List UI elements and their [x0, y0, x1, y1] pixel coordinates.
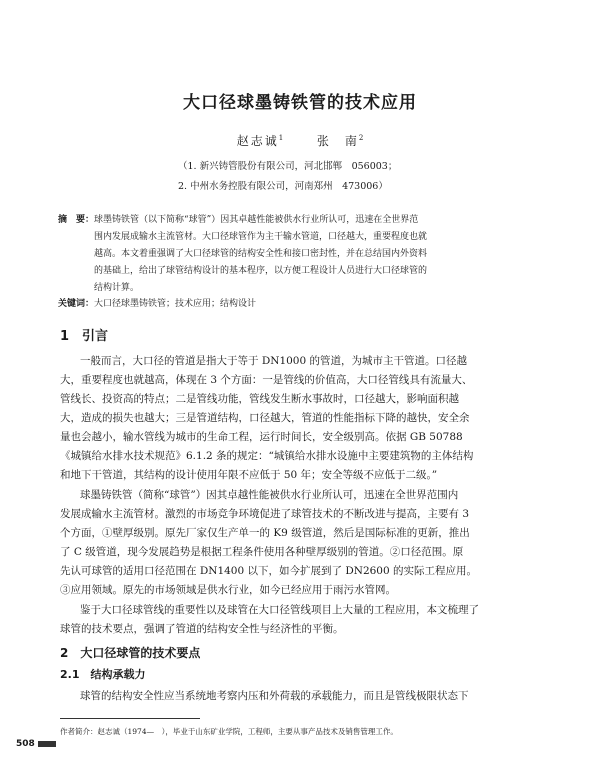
abstract-line: 越高。本文着重强调了大口径球管的结构安全性和接口密封性，并在总结国内外资料: [94, 249, 428, 259]
body-text-line: 球管的结构安全性应当系统地考察内压和外荷载的承载能力，而且是管线极限状态下: [80, 690, 469, 702]
section-2-heading: 2 大口径球管的技术要点: [60, 646, 201, 660]
body-text-line: 《城镇给水排水技术规范》6.1.2 条的规定：“城镇给水排水设施中主要建筑物的主体结构: [60, 450, 474, 462]
keywords-text: 大口径球墨铸铁管；技术应用；结构设计: [94, 299, 257, 309]
abstract-label: 摘 要：: [58, 215, 95, 225]
abstract-line: 围内发展成输水主流管材。大口径球管作为主干输水管道，口径越大，重要程度也就: [94, 232, 428, 242]
section-1-heading: 1 引言: [60, 329, 109, 344]
body-text-line: 管线长、投资高的特点；二是管线功能，管线发生断水事故时，口径越大，影响面积越: [60, 393, 459, 405]
keywords-line: [58, 296, 558, 309]
keywords-label: 关键词：: [58, 299, 95, 309]
abstract-line: 结构计算。: [94, 283, 140, 293]
body-text-line: 了 C 级管道，现今发展趋势是根据工程条件使用各种壁厚级别的管道。②口径范围。原: [60, 546, 464, 558]
abstract-line: 摘 要：球墨铸铁管（以下简称“球管”）因其卓越性能被供水行业所认可，迅速在全世界范: [58, 215, 419, 225]
subsection-2-1-heading: 2.1 结构承载力: [60, 668, 146, 681]
author-2: 张 南: [316, 134, 359, 148]
body-text-line: ③应用领域。原先的市场领域是供水行业，如今已经应用于雨污水管网。: [60, 584, 396, 596]
body-text-line: 大，重要程度也就越高，体现在 3 个方面：一是管线的价值高，大口径管线具有流量大、: [60, 374, 473, 386]
body-text-line: 球墨铸铁管（简称“球管”）因其卓越性能被供水行业所认可，迅速在全世界范围内: [80, 489, 459, 501]
affiliation-1: （1. 新兴铸管股份有限公司，河北邯郸 056003；: [178, 161, 398, 172]
body-text-line: 发展成输水主流管材。激烈的市场竞争环境促进了球管技术的不断改进与提高，主要有 3: [60, 508, 470, 520]
footnote-rule: [60, 718, 200, 719]
body-text-line: 个方面，①壁厚级别。原先厂家仅生产单一的 K9 级管道，然后是国际标准的更新，推出: [60, 527, 470, 539]
page-marker-icon: [38, 741, 56, 747]
body-text-line: 和地下干管道，其结构的设计使用年限不应低于 50 年；安全等级不应低于二级。”: [60, 469, 438, 481]
body-text-line: 先认可球管的适用口径范围在 DN1400 以下，如今扩展到了 DN2600 的实际工程应用。: [60, 565, 478, 577]
author-1-affiliation-mark: 1: [278, 134, 284, 142]
affiliation-2: 2. 中州水务控股有限公司，河南郑州 473006）: [178, 181, 388, 192]
author-footnote: 作者简介：赵志诚（1974— ），毕业于山东矿业学院，工程师，主要从事产品技术及销售管理工作。: [60, 727, 398, 736]
body-text-line: 球管的技术要点，强调了管道的结构安全性与经济性的平衡。: [60, 623, 344, 635]
body-text-line: 量也会越小，输水管线为城市的生命工程，运行时间长，安全级别高。依据 GB 50788: [60, 431, 463, 443]
paper-title: 大口径球墨铸铁管的技术应用: [183, 93, 417, 113]
body-text-line: 大，造成的损失也越大；三是管道结构，口径越大，管道的性能指标下降的越快，安全余: [60, 412, 470, 424]
author-2-affiliation-mark: 2: [358, 134, 364, 142]
body-text-line: 一般而言，大口径的管道是指大于等于 DN1000 的管道，为城市主干管道。口径越: [80, 355, 468, 367]
author-1: 赵志诚: [236, 134, 279, 148]
abstract-line: 的基础上，给出了球管结构设计的基本程序，以方便工程设计人员进行大口径球管的: [94, 266, 428, 276]
page-number: 508: [16, 739, 56, 749]
author-line: [0, 132, 600, 149]
body-text-line: 鉴于大口径球管线的重要性以及球管在大口径管线项目上大量的工程应用，本文梳理了: [80, 604, 479, 616]
